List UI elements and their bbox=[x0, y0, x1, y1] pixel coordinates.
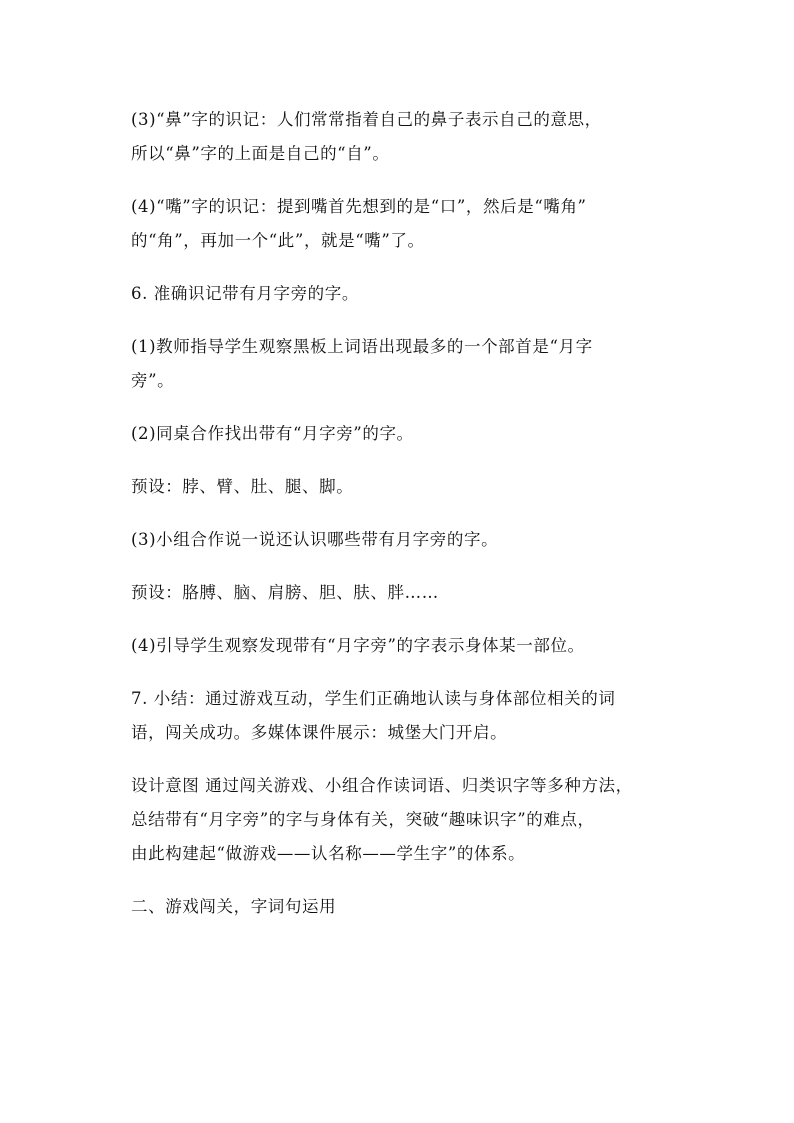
text-line: (3)小组合作说一说还认识哪些带有月字旁的字。 bbox=[131, 530, 499, 549]
text-line: (2)同桌合作找出带有“月字旁”的字。 bbox=[131, 424, 414, 443]
text-line: 总结带有“月字旁”的字与身体有关，突破“趣味识字”的难点， bbox=[131, 810, 595, 829]
text-line: 语，闯关成功。多媒体课件展示：城堡大门开启。 bbox=[131, 723, 508, 742]
text-line: 预设：胳膊、脑、肩膀、胆、肤、胖…… bbox=[131, 583, 439, 602]
paragraph-mouth-character bbox=[131, 190, 671, 258]
paragraph-step-2 bbox=[131, 417, 671, 451]
paragraph-nose-character bbox=[131, 103, 671, 171]
text-line: (1)教师指导学生观察黑板上词语出现最多的一个部首是“月字 bbox=[131, 337, 593, 356]
paragraph-step-3 bbox=[131, 523, 671, 557]
text-line: 的“角”，再加一个“此”，就是“嘴”了。 bbox=[131, 231, 425, 250]
text-line: 旁”。 bbox=[131, 371, 175, 390]
paragraph-design-intent bbox=[131, 769, 671, 871]
paragraph-preset-1 bbox=[131, 470, 671, 504]
text-line: 6. 准确识记带有月字旁的字。 bbox=[131, 284, 359, 303]
section-heading-2 bbox=[131, 890, 671, 924]
text-line: 预设：脖、臂、肚、腿、脚。 bbox=[131, 477, 354, 496]
text-line: (4)引导学生观察发现带有“月字旁”的字表示身体某一部位。 bbox=[131, 636, 585, 655]
document-page bbox=[131, 103, 671, 943]
paragraph-preset-2 bbox=[131, 576, 671, 610]
text-line: (3)“鼻”字的识记：人们常常指着自己的鼻子表示自己的意思， bbox=[131, 110, 602, 129]
text-line: 二、游戏闯关，字词句运用 bbox=[131, 897, 337, 916]
paragraph-summary-7 bbox=[131, 682, 671, 750]
text-line: 设计意图 通过闯关游戏、小组合作读词语、归类识字等多种方法， bbox=[131, 776, 633, 795]
paragraph-step-4 bbox=[131, 629, 671, 663]
paragraph-section-6-heading bbox=[131, 277, 671, 311]
paragraph-step-1 bbox=[131, 330, 671, 398]
text-line: 由此构建起“做游戏——认名称——学生字”的体系。 bbox=[131, 844, 526, 863]
text-line: 所以“鼻”字的上面是自己的“自”。 bbox=[131, 144, 390, 163]
text-line: 7. 小结：通过游戏互动，学生们正确地认读与身体部位相关的词 bbox=[131, 689, 616, 708]
text-line: (4)“嘴”字的识记：提到嘴首先想到的是“口”，然后是“嘴角” bbox=[131, 197, 587, 216]
